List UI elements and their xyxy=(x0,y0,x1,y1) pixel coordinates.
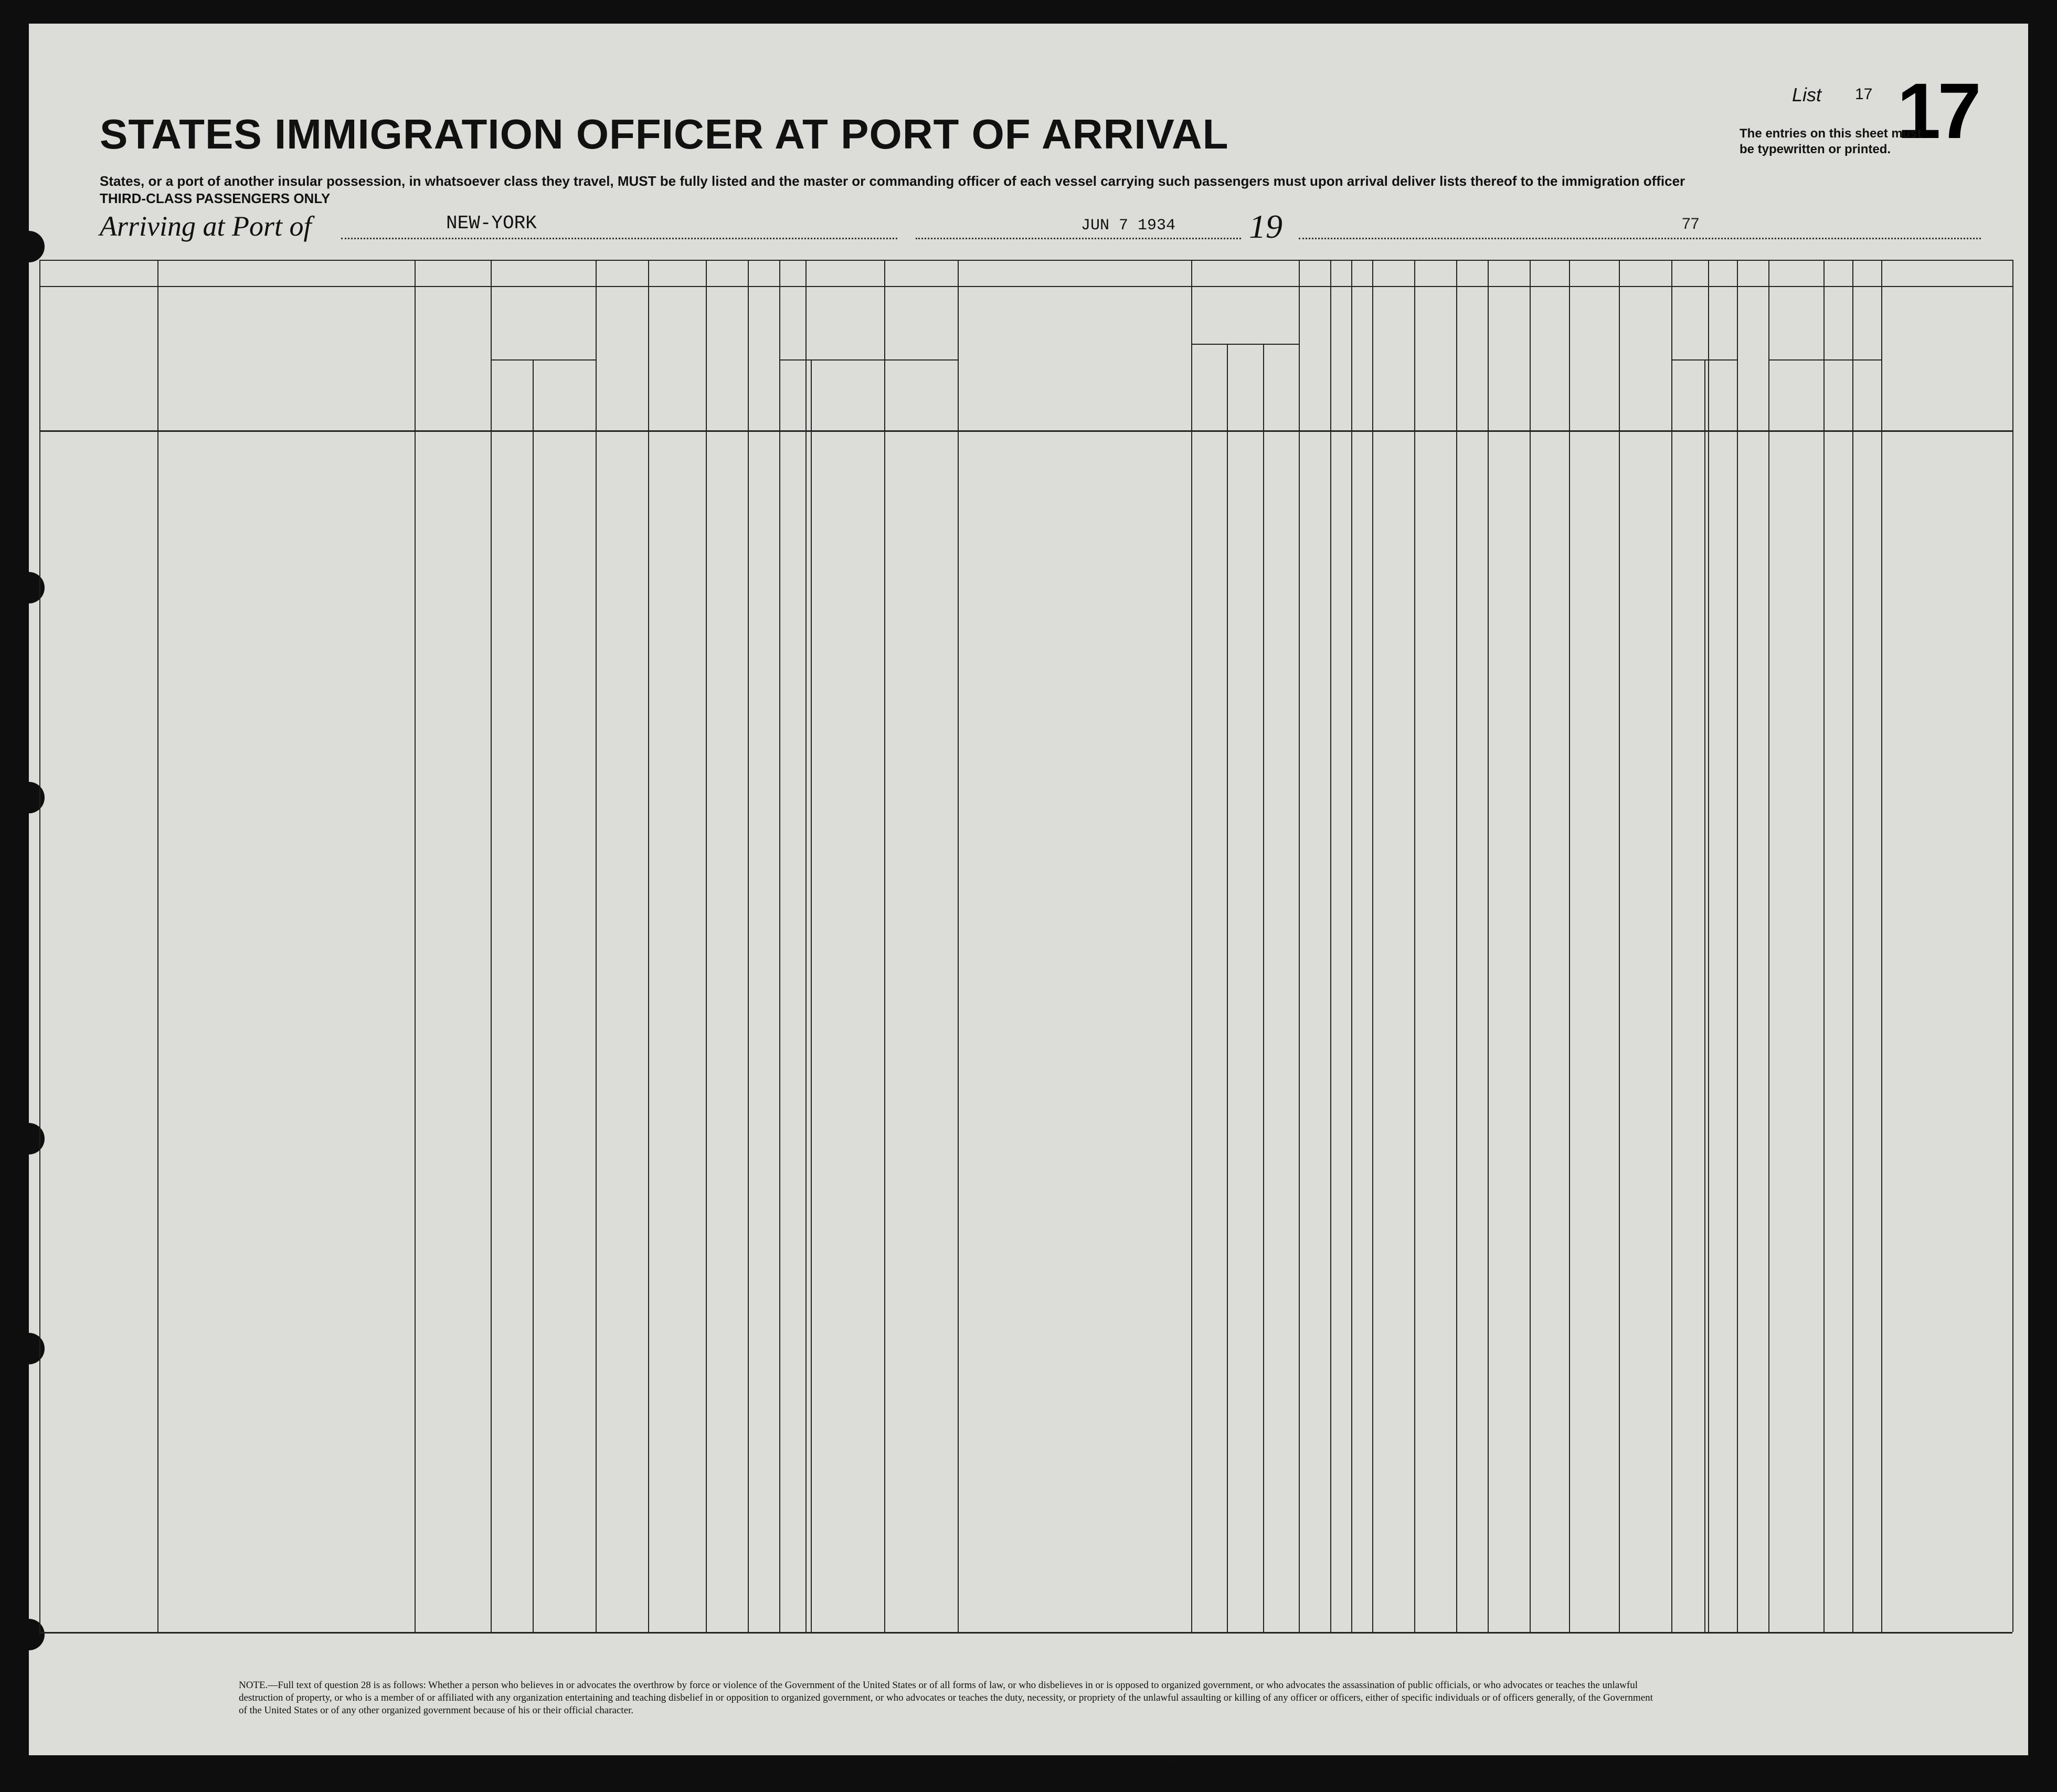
arriving-label: Arriving at Port of xyxy=(100,210,312,242)
column-rule xyxy=(1569,260,1570,1632)
column-rule xyxy=(415,260,416,1632)
column-rule xyxy=(648,260,649,1632)
column-rule xyxy=(1823,359,1825,1632)
column-rule xyxy=(805,260,807,1632)
list-label: List xyxy=(1792,84,1822,105)
page-title: STATES IMMIGRATION OFFICER AT PORT OF ARRIVAL xyxy=(100,111,1229,157)
typewritten-note-line2: be typewritten or printed. xyxy=(1740,142,1891,156)
column-rule xyxy=(596,260,597,1632)
subheader-rule xyxy=(1191,344,1299,345)
list-number-stamp: 17 xyxy=(1897,67,1978,155)
column-rule xyxy=(1619,260,1620,1632)
arrival-date: JUN 7 1934 xyxy=(1081,217,1176,235)
header-subtitle: States, or a port of another insular possession, in whatsoever class they travel, MUST be fully listed and the master or commanding officer of each vessel carrying such passengers must upon arrival deliver lists thereof to the immigration officer xyxy=(100,173,1685,189)
column-rule xyxy=(1530,260,1531,1632)
column-rule xyxy=(1351,260,1352,1632)
column-rule xyxy=(706,260,707,1632)
column-rule xyxy=(491,260,492,1632)
subheader-rule xyxy=(491,359,596,360)
date-dotted-line xyxy=(916,238,1241,239)
column-rule xyxy=(1708,260,1709,1632)
form-number: 14—430 xyxy=(1152,1758,1180,1766)
header-bottom-rule xyxy=(39,430,2012,432)
arrival-port: NEW-YORK xyxy=(446,213,537,234)
subheader-rule xyxy=(779,359,958,360)
column-rule xyxy=(748,260,749,1632)
column-rule xyxy=(157,260,158,1632)
column-rule xyxy=(1768,260,1769,1632)
subheader-rule xyxy=(1768,359,1881,360)
column-rule xyxy=(39,260,40,1632)
column-rule xyxy=(1671,260,1672,1632)
column-rule xyxy=(1881,260,1882,1632)
column-rule xyxy=(1414,260,1415,1632)
column-rule xyxy=(1330,260,1331,1632)
column-rule xyxy=(1488,260,1489,1632)
column-rule xyxy=(1737,260,1738,1632)
footnote: NOTE.—Full text of question 28 is as follows: Whether a person who believes in or advocates the overthrow by force or violence of the Government of the United States or of all forms of law, or who disbelieves in or is opposed to organized government, or who advocates the assassination of public officials, or who advocates or teaches the unlawful destruction of property, or who is a member of or affiliated with any organization entertaining and teaching disbelief in or opposition to organized government, or who advocates or teaches the duty, necessity, or propriety of the unlawful assaulting or killing of any officer or officers, either of specific individuals or of officers generally, of the Government of the United States or of any other organized government because of his or their official character. xyxy=(239,1680,1653,1716)
column-rule xyxy=(1852,260,1853,1632)
column-rule xyxy=(1704,359,1705,1632)
column-rule xyxy=(1227,344,1228,1632)
header-class-note: THIRD-CLASS PASSENGERS ONLY xyxy=(100,190,331,206)
column-rule xyxy=(2012,260,2013,1632)
year-prefix: 19 xyxy=(1249,208,1282,245)
column-rule xyxy=(779,260,780,1632)
column-rule xyxy=(1372,260,1373,1632)
typewritten-note xyxy=(1740,126,1922,157)
list-number: 17 xyxy=(1855,86,1873,103)
column-rule xyxy=(1263,344,1264,1632)
column-rule xyxy=(958,260,959,1632)
column-rule xyxy=(884,260,885,1632)
column-rule xyxy=(1191,260,1192,1632)
column-rule xyxy=(1299,260,1300,1632)
port-dotted-line xyxy=(341,238,897,239)
year-dotted-line xyxy=(1299,238,1981,239)
table-top-rule xyxy=(39,260,2012,261)
table-bottom-rule xyxy=(39,1632,2012,1634)
column-rule xyxy=(811,359,812,1632)
column-rule xyxy=(1456,260,1457,1632)
manifest-sheet xyxy=(29,24,2028,1766)
margin-mark: 77 xyxy=(1682,215,1700,232)
column-rule xyxy=(533,359,534,1632)
column-number-rule xyxy=(39,286,2012,287)
typewritten-note-line1: The entries on this sheet must xyxy=(1740,126,1922,141)
